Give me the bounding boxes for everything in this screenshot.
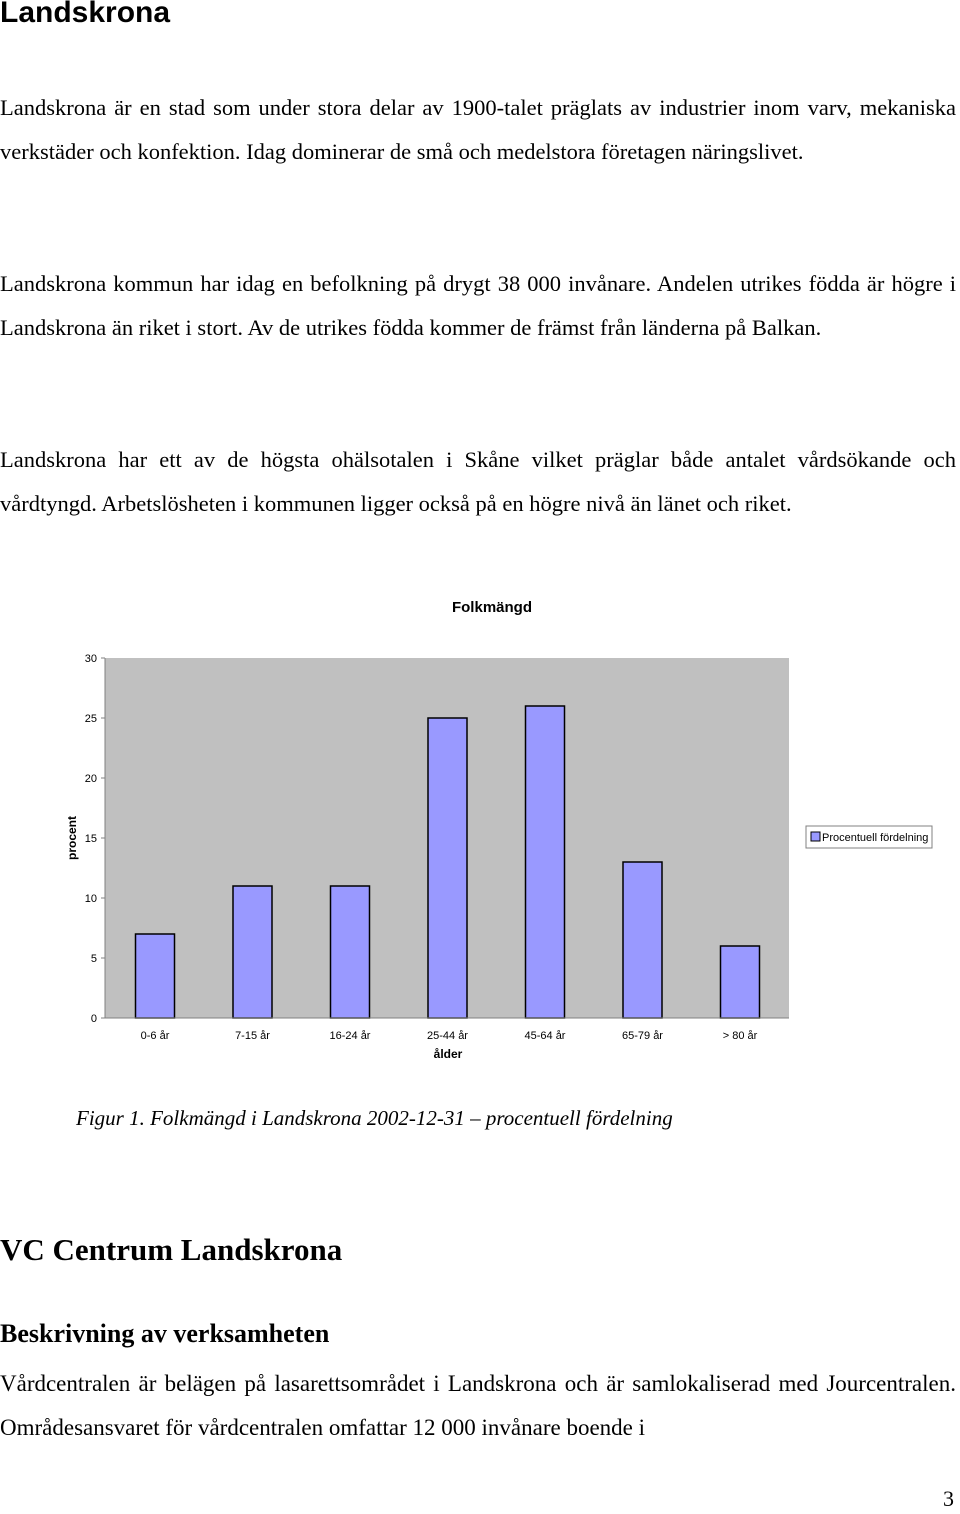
y-tick-label: 15 [84,833,97,845]
bar [526,706,565,1018]
y-axis-title: procent [65,815,79,861]
x-tick-label: 16-24 år [329,1030,371,1042]
subsection-title: Beskrivning av verksamheten [0,1319,330,1348]
y-tick-label: 10 [84,893,97,905]
legend-label: Procentuell fördelning [822,832,929,844]
y-axis [85,653,105,1025]
x-tick-label: 7-15 år [235,1030,270,1042]
y-tick-label: 5 [90,953,97,965]
bar [428,718,467,1018]
chart-title: Folkmängd [451,599,533,616]
paragraph-population: Landskrona kommun har idag en befolkning på drygt 38 000 invånare. Andelen utrikes födda är högre i Landskrona än riket i stort. Av de utrikes födda kommer de främst från länderna på Balkan. [0,271,956,340]
bar [233,886,272,1018]
y-tick-label: 30 [84,653,97,665]
y-tick-label: 20 [84,773,97,785]
x-tick-label: 25-44 år [427,1030,468,1042]
x-axis-title: ålder [433,1047,463,1061]
page-heading: Landskrona [0,0,171,29]
bar [623,862,662,1018]
section-title: VC Centrum Landskrona [0,1232,343,1267]
y-tick-label: 25 [84,713,97,725]
bar [331,886,370,1018]
paragraph-industry: Landskrona är en stad som under stora delar av 1900-talet präglats av industrier inom varv, mekaniska verkstäder och konfektion. Idag dominerar de små och medelstora företagen näringslivet. [0,95,956,164]
bar [721,946,760,1018]
x-tick-label: 0-6 år [140,1030,170,1042]
x-axis [105,1018,789,1042]
population-bar-chart [0,580,960,1080]
y-tick-label: 0 [90,1013,97,1025]
x-tick-label: 45-64 år [524,1030,566,1042]
chart-legend [806,826,932,848]
legend-swatch [811,832,820,841]
page-number: 3 [943,1486,954,1511]
bar [136,934,175,1018]
figure-caption: Figur 1. Folkmängd i Landskrona 2002-12-31 – procentuell fördelning [76,1106,673,1130]
x-tick-label: > 80 år [722,1030,758,1042]
paragraph-health: Landskrona har ett av de högsta ohälsotalen i Skåne vilket präglar både antalet vårdsökande och vårdtyngd. Arbetslösheten i kommunen ligger också på en högre nivå än länet och riket. [0,447,956,516]
x-tick-label: 65-79 år [622,1030,663,1042]
paragraph-description: Vårdcentralen är belägen på lasarettsområdet i Landskrona och är samlokaliserad med Jourcentralen. Områdesansvaret för vårdcentralen omfattar 12 000 invånare boende i [0,1371,956,1440]
